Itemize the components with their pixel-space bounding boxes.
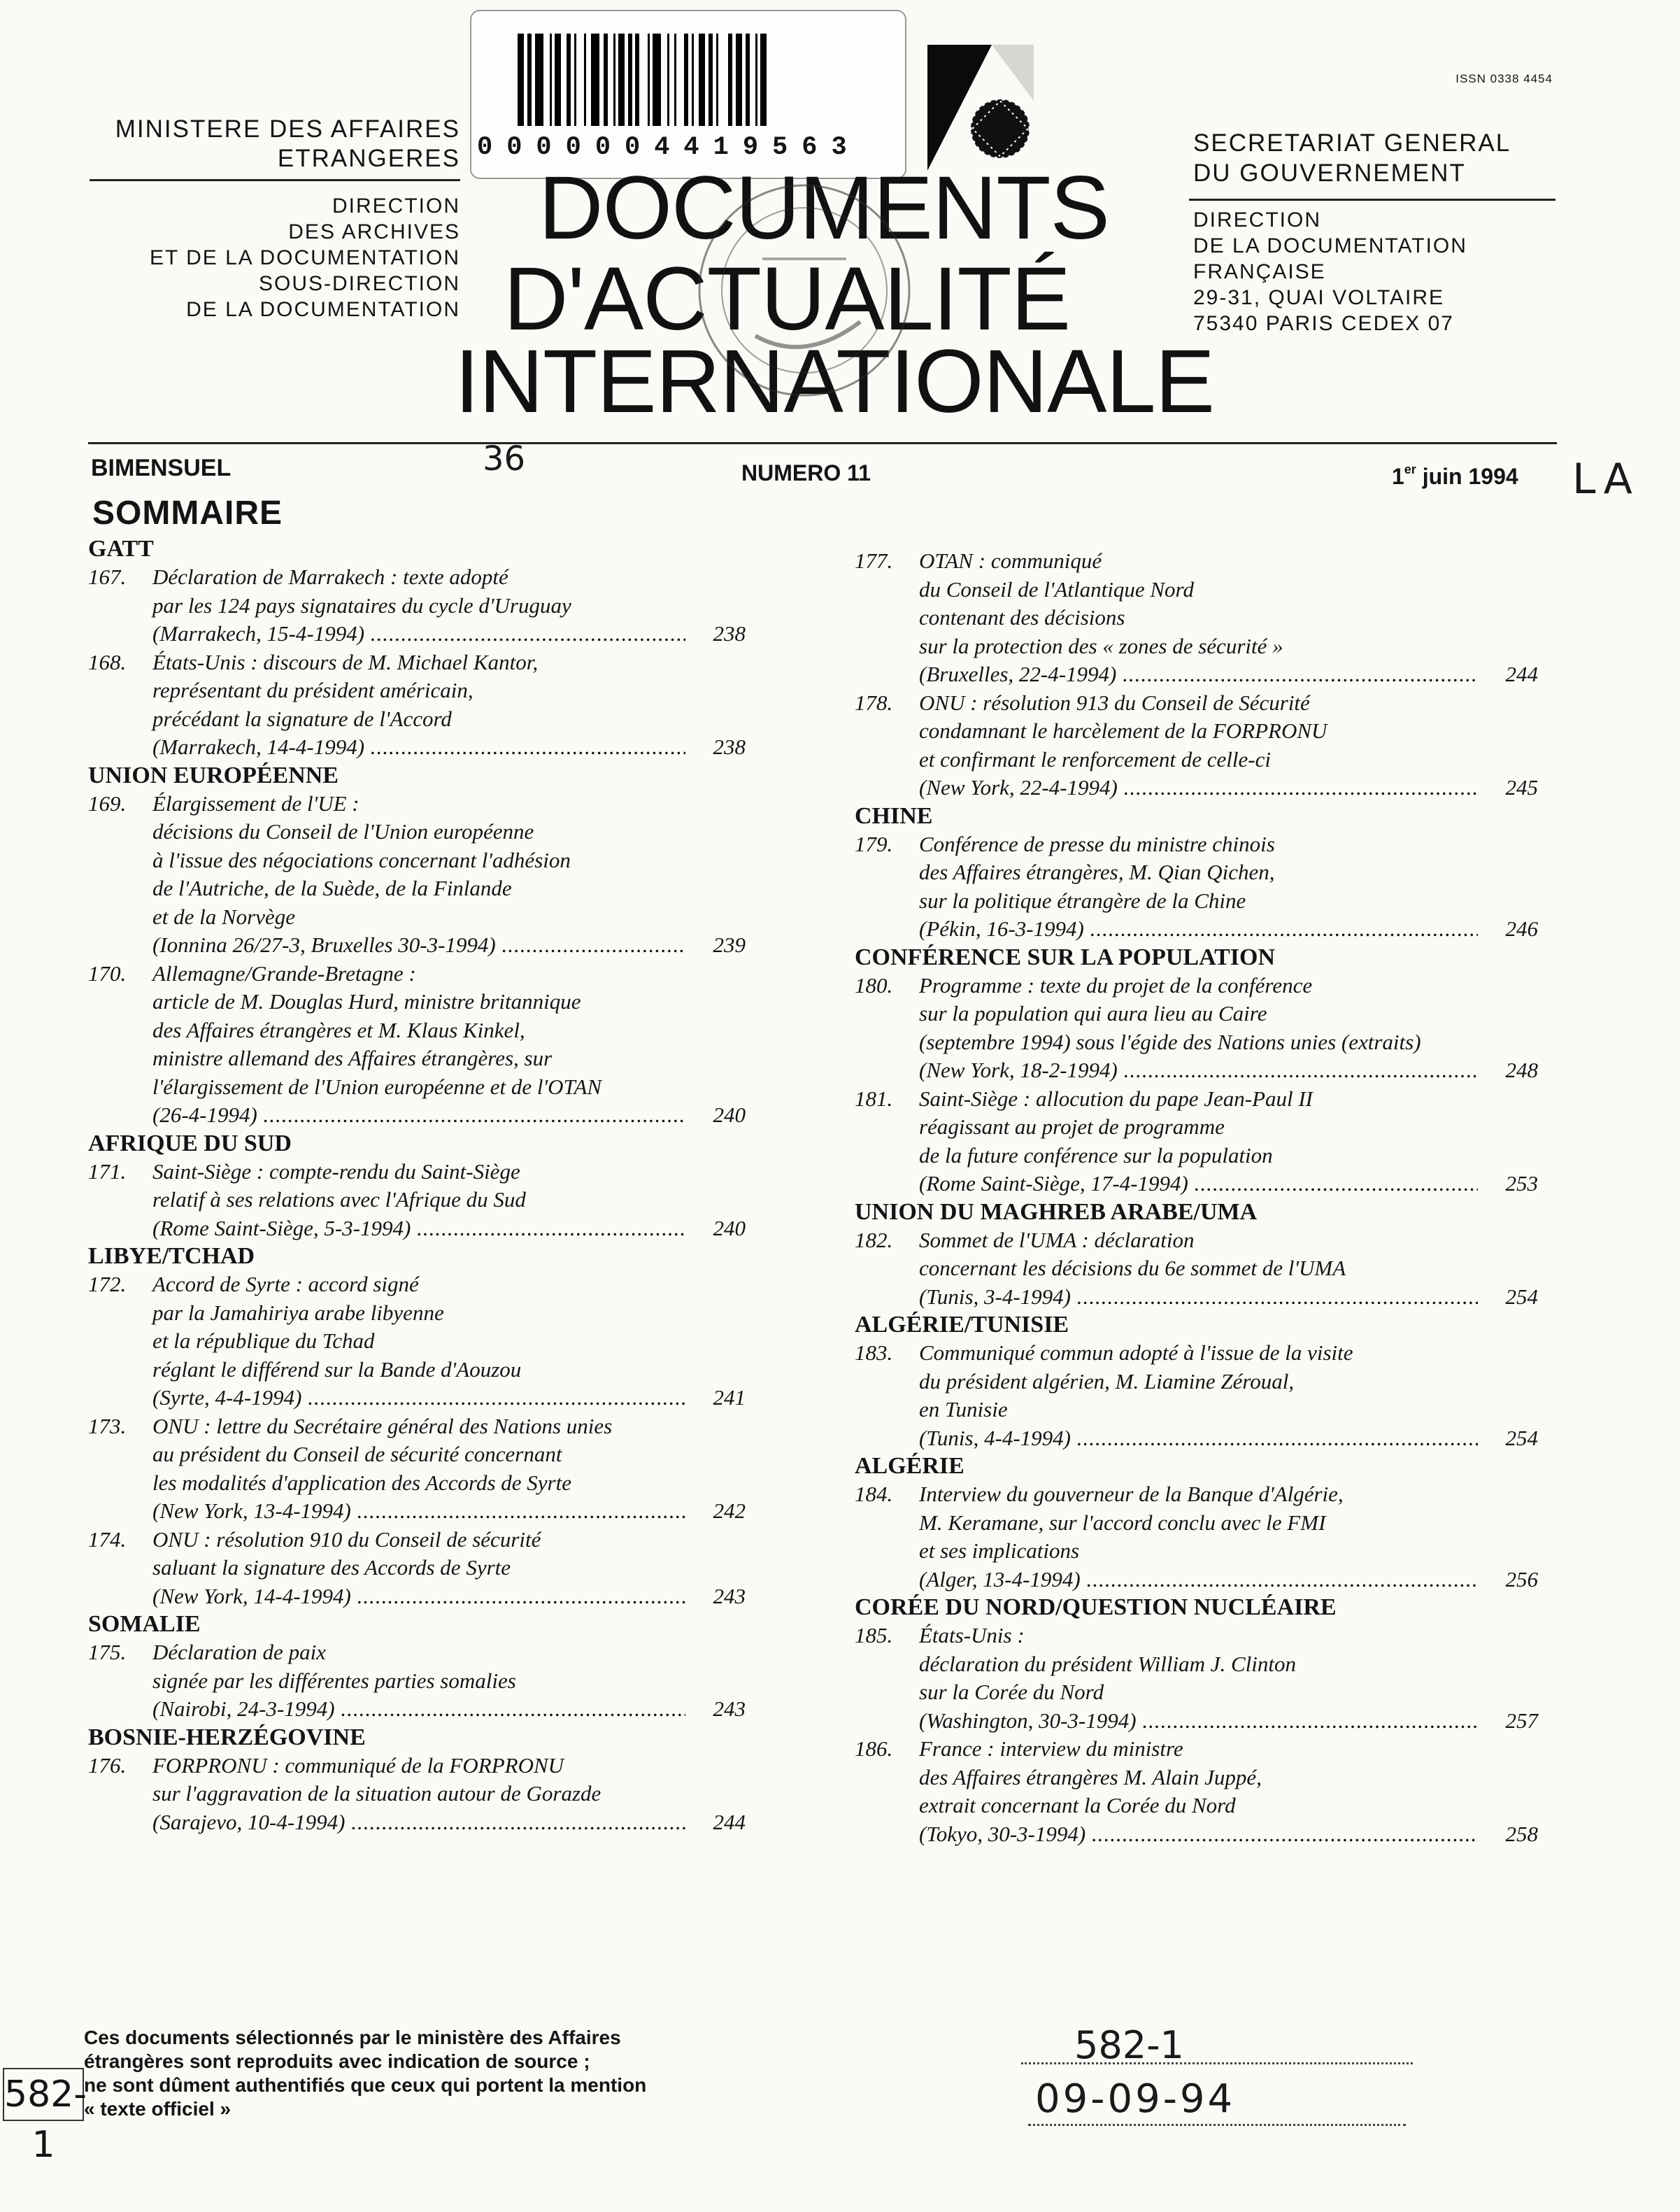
leader-dots: [351, 1808, 686, 1837]
entry-line: des Affaires étrangères, M. Qian Qichen,: [919, 860, 1275, 884]
header-rule-left: [90, 179, 460, 181]
direction-left-line: DIRECTION: [332, 194, 460, 218]
entry-line: l'élargissement de l'Union européenne et de l'OTAN: [152, 1074, 602, 1099]
leader-dots: [370, 733, 685, 762]
leader-dots: [1090, 915, 1478, 944]
entry-number: 168.: [88, 649, 127, 674]
entry-number: 184.: [855, 1482, 893, 1506]
entry-line: M. Keramane, sur l'accord conclu avec le FMI: [919, 1510, 1326, 1535]
entry-number: 169.: [88, 790, 127, 816]
entry-number: 179.: [855, 831, 893, 856]
entry-source: (Rome Saint-Siège, 17-4-1994): [919, 1171, 1188, 1196]
date-rest: juin 1994: [1416, 464, 1518, 489]
entry-source: (Syrte, 4-4-1994): [152, 1385, 302, 1410]
barcode-bar: [618, 34, 625, 126]
barcode-bar: [728, 34, 732, 126]
entry-line: Saint-Siège : compte-rendu du Saint-Siège: [152, 1158, 520, 1184]
toc-entry[interactable]: [88, 1158, 788, 1243]
entry-line: et de la Norvège: [152, 904, 296, 929]
toc-entry[interactable]: [855, 1226, 1554, 1312]
entry-number: 182.: [855, 1227, 893, 1252]
entry-line: ministre allemand des Affaires étrangères, sur: [152, 1046, 553, 1070]
entry-source: (Alger, 13-4-1994): [919, 1566, 1081, 1591]
entry-line: et confirmant le renforcement de celle-ci: [919, 746, 1271, 772]
date-ordinal: er: [1404, 462, 1416, 476]
entry-line: (septembre 1994) sous l'égide des Nations unies (extraits): [919, 1029, 1421, 1054]
entry-line: sur la population qui aura lieu au Caire: [919, 1001, 1267, 1026]
entry-line: Conférence de presse du ministre chinois: [919, 831, 1275, 856]
entry-line: Accord de Syrte : accord signé: [152, 1272, 419, 1296]
entry-line: extrait concernant la Corée du Nord: [919, 1793, 1236, 1817]
leader-dots: [1122, 660, 1478, 689]
toc-left-column: [88, 535, 788, 1836]
entry-line: à l'issue des négociations concernant l'adhésion: [152, 847, 571, 872]
barcode-bar: [746, 34, 750, 126]
entry-source: (Marrakech, 15-4-1994): [152, 621, 365, 646]
page-number: 238: [713, 621, 746, 646]
entry-line: France : interview du ministre: [919, 1736, 1183, 1761]
toc-entry[interactable]: [855, 1622, 1554, 1735]
frequency-label: BIMENSUEL: [91, 455, 232, 481]
barcode-bar: [692, 34, 694, 126]
date-dotted-line: [1028, 2124, 1406, 2127]
section-heading: UNION DU MAGHREB ARABE/UMA: [855, 1198, 1258, 1225]
page-number: 248: [1505, 1058, 1538, 1082]
entry-line: par les 124 pays signataires du cycle d'Uruguay: [152, 593, 571, 618]
section-heading: CORÉE DU NORD/QUESTION NUCLÉAIRE: [855, 1594, 1337, 1620]
entry-line: en Tunisie: [919, 1397, 1008, 1422]
barcode-bar: [550, 34, 552, 126]
direction-left-line: ET DE LA DOCUMENTATION: [149, 246, 460, 269]
title-line-3: INTERNATIONALE: [455, 332, 1214, 432]
entry-source: (Tokyo, 30-3-1994): [919, 1821, 1086, 1846]
toc-entry[interactable]: [855, 547, 1554, 689]
barcode-bar: [699, 34, 705, 126]
barcode-bar: [555, 34, 561, 126]
entry-source: (Tunis, 4-4-1994): [919, 1425, 1071, 1450]
entry-line: décisions du Conseil de l'Union européenne: [152, 819, 534, 844]
secretariat-line: SECRETARIAT GENERAL: [1193, 129, 1511, 157]
barcode-bar: [755, 34, 757, 126]
entry-source: (New York, 18-2-1994): [919, 1058, 1118, 1082]
footer-line: « texte officiel »: [84, 2098, 232, 2120]
page-number: 253: [1505, 1171, 1538, 1196]
section-heading: CHINE: [855, 802, 933, 829]
title-line-2: D'ACTUALITÉ: [504, 249, 1070, 349]
section-heading: ALGÉRIE/TUNISIE: [855, 1312, 1069, 1338]
leader-dots: [1123, 774, 1478, 802]
entry-line: précédant la signature de l'Accord: [152, 706, 452, 731]
header-rule-right: [1189, 199, 1556, 201]
entry-line: Élargissement de l'UE :: [152, 790, 360, 816]
entry-source: (Marrakech, 14-4-1994): [152, 735, 365, 759]
ministry-line: ETRANGERES: [277, 145, 460, 172]
entry-source: (26-4-1994): [152, 1103, 257, 1127]
entry-line: ONU : résolution 910 du Conseil de sécurité: [152, 1526, 541, 1552]
entry-number: 167.: [88, 565, 127, 589]
entry-line: et la république du Tchad: [152, 1328, 375, 1353]
toc-entry[interactable]: [855, 1085, 1554, 1198]
section-heading: UNION EUROPÉENNE: [88, 762, 339, 788]
entry-source: (Washington, 30-3-1994): [919, 1708, 1137, 1733]
footer-line: Ces documents sélectionnés par le ministère des Affaires: [84, 2027, 621, 2048]
entry-line: Saint-Siège : allocution du pape Jean-Paul II: [919, 1086, 1314, 1111]
entry-source: (Sarajevo, 10-4-1994): [152, 1809, 346, 1834]
barcode-bar: [574, 34, 576, 126]
leader-dots: [341, 1695, 685, 1724]
entry-line: saluant la signature des Accords de Syrte: [152, 1555, 511, 1580]
entry-number: 185.: [855, 1623, 893, 1647]
library-logo-icon: [922, 38, 1041, 178]
toc-entry[interactable]: [88, 1270, 788, 1412]
section-heading: AFRIQUE DU SUD: [88, 1130, 292, 1156]
direction-left-line: DES ARCHIVES: [288, 220, 460, 243]
direction-right-line: DIRECTION: [1193, 208, 1321, 232]
page-number: 238: [713, 735, 746, 759]
stamp-seal-icon: [671, 175, 937, 406]
barcode-bar: [648, 34, 650, 126]
entry-line: déclaration du président William J. Clinton: [919, 1651, 1297, 1676]
toc-entry[interactable]: [88, 1412, 788, 1526]
entry-line: Communiqué commun adopté à l'issue de la visite: [919, 1340, 1353, 1365]
page-number: 244: [713, 1809, 746, 1834]
barcode-bar: [584, 34, 586, 126]
leader-dots: [357, 1497, 685, 1526]
entry-number: 181.: [855, 1086, 893, 1111]
page-number: 258: [1505, 1821, 1538, 1846]
handwritten-ref-left: 582-1: [3, 2068, 84, 2121]
entry-number: 174.: [88, 1526, 127, 1552]
toc-entry[interactable]: [855, 972, 1554, 1085]
entry-line: Déclaration de Marrakech : texte adopté: [152, 565, 508, 589]
entry-line: Sommet de l'UMA : déclaration: [919, 1227, 1195, 1252]
entry-source: (Rome Saint-Siège, 5-3-1994): [152, 1215, 411, 1240]
entry-line: Interview du gouverneur de la Banque d'Algérie,: [919, 1482, 1344, 1506]
barcode-bar: [591, 34, 599, 126]
toc-right-column: [855, 547, 1554, 1848]
entry-source: (Tunis, 3-4-1994): [919, 1284, 1071, 1309]
issue-date: [1392, 464, 1518, 490]
section-heading: GATT: [88, 536, 154, 562]
entry-line: des Affaires étrangères et M. Klaus Kinkel,: [152, 1017, 525, 1042]
leader-dots: [1076, 1424, 1478, 1453]
leader-dots: [1194, 1170, 1478, 1198]
barcode-bar: [567, 34, 571, 126]
entry-line: les modalités d'application des Accords de Syrte: [152, 1470, 571, 1495]
direction-right-line: 29-31, QUAI VOLTAIRE: [1193, 286, 1444, 309]
handwritten-mark: LA: [1572, 455, 1639, 504]
issn-label: ISSN 0338 4454: [1455, 72, 1553, 85]
leader-dots: [501, 931, 685, 960]
entry-source: (Ionnina 26/27-3, Bruxelles 30-3-1994): [152, 933, 496, 957]
page-number: 243: [713, 1696, 746, 1721]
leader-dots: [1086, 1566, 1478, 1594]
secretariat-name: [1193, 128, 1511, 188]
direction-right: [1193, 207, 1467, 336]
barcode-bar: [716, 34, 718, 126]
entry-source: (Pékin, 16-3-1994): [919, 916, 1084, 941]
barcode: [518, 34, 906, 126]
entry-number: 186.: [855, 1736, 893, 1761]
footer-notice: [84, 2026, 646, 2121]
entry-line: au président du Conseil de sécurité concernant: [152, 1442, 562, 1466]
direction-left: [150, 193, 460, 322]
entry-line: réglant le différend sur la Bande d'Aouzou: [152, 1356, 522, 1382]
barcode-bar: [736, 34, 742, 126]
leader-dots: [370, 620, 685, 648]
ref-dotted-line: [1021, 2062, 1413, 2066]
barcode-bar: [653, 34, 661, 126]
leader-dots: [263, 1101, 685, 1130]
direction-right-line: 75340 PARIS CEDEX 07: [1193, 312, 1454, 335]
entry-line: sur l'aggravation de la situation autour de Gorazde: [152, 1781, 601, 1806]
footer-line: étrangères sont reproduits avec indication de source ;: [84, 2050, 590, 2072]
entry-line: sur la protection des « zones de sécurité »: [919, 633, 1283, 658]
toc-entry[interactable]: [855, 689, 1554, 802]
page-number: 243: [713, 1583, 746, 1608]
toc-entry[interactable]: [855, 1339, 1554, 1452]
ministry-name: [115, 115, 460, 173]
toc-entry[interactable]: [855, 830, 1554, 944]
toc-entry[interactable]: [855, 1735, 1554, 1848]
entry-line: et ses implications: [919, 1538, 1080, 1563]
toc-entry[interactable]: [88, 1752, 788, 1837]
entry-line: Allemagne/Grande-Bretagne :: [152, 960, 416, 986]
entry-source: (New York, 13-4-1994): [152, 1498, 351, 1523]
entry-number: 173.: [88, 1413, 127, 1438]
page-number: 239: [713, 933, 746, 957]
leader-dots: [308, 1384, 686, 1412]
contents-heading: SOMMAIRE: [92, 495, 283, 532]
leader-dots: [1091, 1820, 1478, 1849]
entry-line: du président algérien, M. Liamine Zéroual,: [919, 1368, 1295, 1394]
entry-line: sur la Corée du Nord: [919, 1680, 1104, 1704]
section-heading: CONFÉRENCE SUR LA POPULATION: [855, 944, 1276, 970]
entry-line: ONU : résolution 913 du Conseil de Sécurité: [919, 690, 1310, 715]
barcode-bar: [760, 34, 767, 126]
entry-source: (New York, 22-4-1994): [919, 775, 1118, 800]
entry-line: réagissant au projet de programme: [919, 1114, 1225, 1139]
direction-left-line: SOUS-DIRECTION: [258, 272, 460, 295]
entry-line: du Conseil de l'Atlantique Nord: [919, 576, 1194, 602]
footer-line: ne sont dûment authentifiés que ceux qui portent la mention: [84, 2074, 647, 2096]
toc-entry[interactable]: [88, 648, 788, 762]
barcode-bar: [684, 34, 688, 126]
entry-line: concernant les décisions du 6e sommet de l'UMA: [919, 1256, 1346, 1280]
direction-right-line: DE LA DOCUMENTATION: [1193, 234, 1467, 257]
leader-dots: [1142, 1707, 1478, 1736]
entry-line: article de M. Douglas Hurd, ministre britannique: [152, 989, 581, 1014]
entry-line: de l'Autriche, de la Suède, de la Finlande: [152, 876, 512, 900]
date-day: 1: [1392, 464, 1404, 489]
title-line-1: DOCUMENTS: [539, 158, 1109, 258]
entry-number: 172.: [88, 1272, 127, 1296]
page-number: 245: [1505, 775, 1538, 800]
page-number: 257: [1505, 1708, 1538, 1733]
barcode-bar: [604, 34, 608, 126]
page-number: 254: [1505, 1284, 1538, 1309]
entry-line: condamnant le harcèlement de la FORPRONU: [919, 718, 1327, 743]
handwritten-date: 09-09-94: [1035, 2076, 1236, 2122]
entry-number: 175.: [88, 1640, 127, 1664]
entry-source: (Bruxelles, 22-4-1994): [919, 662, 1117, 686]
barcode-bar: [709, 34, 713, 126]
section-heading: BOSNIE-HERZÉGOVINE: [88, 1724, 366, 1750]
entry-line: États-Unis : discours de M. Michael Kantor,: [152, 649, 539, 674]
barcode-number: 0000004419563: [477, 133, 861, 162]
page-number: 240: [713, 1103, 746, 1127]
entry-line: Déclaration de paix: [152, 1640, 326, 1664]
entry-source: (New York, 14-4-1994): [152, 1583, 351, 1608]
toc-entry[interactable]: [88, 1638, 788, 1724]
entry-line: Programme : texte du projet de la conférence: [919, 972, 1313, 998]
entry-number: 178.: [855, 690, 893, 715]
barcode-bar: [635, 34, 639, 126]
toc-entry[interactable]: [88, 960, 788, 1130]
leader-dots: [1076, 1283, 1478, 1312]
entry-line: de la future conférence sur la population: [919, 1142, 1273, 1168]
direction-left-line: DE LA DOCUMENTATION: [186, 298, 460, 321]
barcode-bar: [535, 34, 543, 126]
entry-line: signée par les différentes parties somalies: [152, 1668, 516, 1693]
toc-entry[interactable]: [88, 563, 788, 648]
direction-right-line: FRANÇAISE: [1193, 260, 1326, 283]
leader-dots: [357, 1582, 685, 1611]
barcode-bar: [613, 34, 615, 126]
leader-dots: [1123, 1056, 1478, 1085]
entry-number: 176.: [88, 1752, 127, 1778]
entry-line: sur la politique étrangère de la Chine: [919, 888, 1246, 913]
entry-line: des Affaires étrangères M. Alain Juppé,: [919, 1764, 1262, 1789]
entry-number: 183.: [855, 1340, 893, 1365]
entry-source: (Nairobi, 24-3-1994): [152, 1696, 335, 1721]
page-number: 240: [713, 1215, 746, 1240]
entry-line: relatif à ses relations avec l'Afrique du Sud: [152, 1187, 526, 1212]
leader-dots: [416, 1214, 685, 1243]
entry-line: par la Jamahiriya arabe libyenne: [152, 1300, 444, 1325]
issue-number: NUMERO 11: [741, 460, 871, 485]
barcode-bar: [667, 34, 669, 126]
section-heading: LIBYE/TCHAD: [88, 1243, 255, 1269]
entry-line: ONU : lettre du Secrétaire général des Nations unies: [152, 1413, 613, 1438]
page-number: 244: [1505, 662, 1538, 686]
entry-line: OTAN : communiqué: [919, 548, 1102, 573]
entry-number: 180.: [855, 972, 893, 998]
barcode-bar: [527, 34, 532, 126]
barcode-bar: [518, 34, 524, 126]
entry-line: contenant des décisions: [919, 605, 1125, 630]
page-number: 242: [713, 1498, 746, 1523]
entry-line: représentant du président américain,: [152, 678, 474, 702]
ministry-line: MINISTERE DES AFFAIRES: [115, 115, 460, 143]
page-number: 241: [713, 1385, 746, 1410]
page-number: 256: [1505, 1566, 1538, 1591]
page-number: 254: [1505, 1425, 1538, 1450]
title-rule: [88, 442, 1557, 444]
barcode-bar: [674, 34, 676, 126]
handwritten-note: 36: [483, 439, 526, 478]
toc-entry[interactable]: [88, 790, 788, 960]
toc-entry[interactable]: [855, 1480, 1554, 1594]
section-heading: ALGÉRIE: [855, 1453, 964, 1479]
entry-line: États-Unis :: [919, 1623, 1025, 1647]
entry-line: FORPRONU : communiqué de la FORPRONU: [152, 1752, 564, 1778]
entry-number: 170.: [88, 960, 127, 986]
entry-number: 171.: [88, 1158, 127, 1184]
secretariat-line: DU GOUVERNEMENT: [1193, 159, 1466, 187]
page-number: 246: [1505, 916, 1538, 941]
section-heading: SOMALIE: [88, 1611, 201, 1637]
entry-number: 177.: [855, 548, 893, 573]
barcode-bar: [628, 34, 632, 126]
toc-entry[interactable]: [88, 1526, 788, 1611]
handwritten-ref-right: 582-1: [1074, 2023, 1184, 2067]
